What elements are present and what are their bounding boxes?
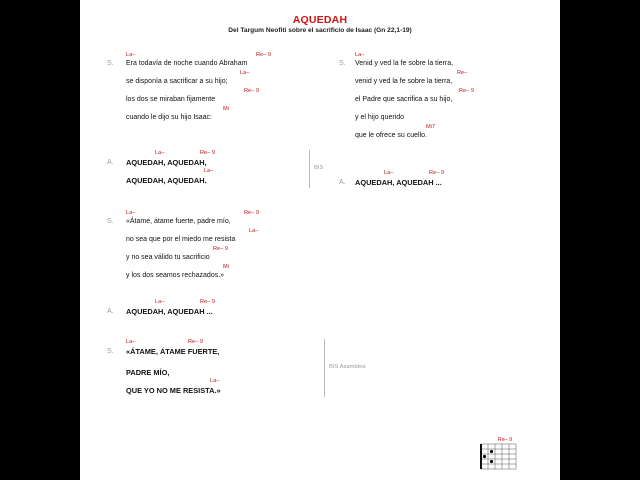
chord-label: Mi7 <box>426 124 436 130</box>
chord-label: La– <box>155 299 165 305</box>
soloist-marker: S. <box>107 60 114 67</box>
lyric-text: PADRE MÍO, <box>126 368 170 377</box>
chord-label: Re– 9 <box>429 170 444 176</box>
lyric-text: que le ofrece su cuello. <box>355 132 427 139</box>
lyric-line <box>355 70 555 88</box>
soloist-marker: S. <box>339 60 346 67</box>
chord-label: Re– 9 <box>244 88 259 94</box>
chord-label: La– <box>126 339 136 345</box>
chord-label: La– <box>126 52 136 58</box>
chord-label: Re– <box>457 70 468 76</box>
lyric-text: el Padre que sacrifica a su hijo, <box>355 96 453 103</box>
lyric-text: no sea que por el miedo me resista <box>126 236 236 243</box>
lyric-text: «ÁTAME, ÁTAME FUERTE, <box>126 347 220 356</box>
lyric-line <box>355 106 555 124</box>
soloist-marker: S. <box>107 218 114 225</box>
lyric-text: AQUEDAH, AQUEDAH. <box>126 176 207 185</box>
chord-label: La– <box>240 70 250 76</box>
lyric-line <box>126 228 326 246</box>
lyric-text: AQUEDAH, AQUEDAH ... <box>126 307 213 316</box>
chord-label: La– <box>204 168 214 174</box>
fretboard-grid <box>481 444 516 469</box>
song-title: AQUEDAH <box>292 14 348 26</box>
lyric-line <box>126 264 326 282</box>
lyric-text: los dos se miraban fijamente <box>126 96 216 103</box>
chord-label: Mi <box>223 106 229 112</box>
lyric-line <box>355 52 555 70</box>
lyric-line <box>126 70 326 88</box>
lyric-line <box>126 299 326 317</box>
chord-label: Re– 9 <box>459 88 474 94</box>
finger-dot <box>483 455 486 458</box>
chord-label: La– <box>126 210 136 216</box>
lyric-text: y no sea válido tu sacrificio <box>126 254 210 261</box>
chord-label: La– <box>249 228 259 234</box>
bis-label: BIS <box>314 165 324 171</box>
bis-bracket <box>324 339 325 397</box>
lyric-line <box>126 150 326 168</box>
song-subtitle: Del Targum Neofiti sobre el sacrificio de Isaac (Gn 22,1-19) <box>228 27 412 34</box>
bis-bracket <box>309 150 310 188</box>
lyric-line <box>126 106 326 124</box>
chord-label: Re– 9 <box>188 339 203 345</box>
chord-label: Re– 9 <box>244 210 259 216</box>
lyric-text: se disponía a sacrificar a su hijo; <box>126 78 228 85</box>
chord-label: Re– 9 <box>200 150 215 156</box>
lyric-text: cuando le dijo su hijo Isaac: <box>126 114 212 121</box>
chord-label: Mi <box>223 264 229 270</box>
lyric-line <box>126 210 326 228</box>
lyric-text: Venid y ved la fe sobre la tierra, <box>355 60 454 67</box>
finger-dot <box>490 450 493 453</box>
lyric-line <box>126 378 326 396</box>
finger-dot <box>490 460 493 463</box>
lyric-text: venid y ved la fe sobre la tierra, <box>355 78 453 85</box>
chord-diagram-label: Re– 9 <box>497 437 513 443</box>
lyric-text: QUE YO NO ME RESISTA.» <box>126 386 221 395</box>
lyric-line <box>355 170 555 188</box>
assembly-marker: A. <box>107 308 114 315</box>
lyric-line <box>355 88 555 106</box>
chord-label: Re– 9 <box>200 299 215 305</box>
bis-asamblea-label: BIS Asamblea <box>329 364 366 370</box>
lyric-line <box>126 88 326 106</box>
assembly-marker: A. <box>107 159 114 166</box>
lyric-line <box>126 168 326 186</box>
lyric-text: «Átame, átame fuerte, padre mío, <box>126 218 231 225</box>
chord-label: Re– 9 <box>256 52 271 58</box>
lyric-text: y los dos seamos rechazados.» <box>126 272 225 279</box>
lyric-line <box>126 339 326 360</box>
lyric-text: Era todavía de noche cuando Abraham <box>126 60 248 67</box>
lyric-text: y el hijo querido <box>355 114 405 121</box>
lyric-line <box>126 246 326 264</box>
lyric-text: AQUEDAH, AQUEDAH, <box>126 158 207 167</box>
lyric-line <box>355 124 555 142</box>
chord-label: La– <box>384 170 394 176</box>
chord-label: La– <box>355 52 365 58</box>
chord-label: Re– 9 <box>213 246 228 252</box>
assembly-marker: A. <box>339 179 346 186</box>
chord-label: La– <box>155 150 165 156</box>
song-sheet-page <box>80 0 560 480</box>
chord-diagram-re-9 <box>475 436 521 470</box>
soloist-marker: S. <box>107 348 114 355</box>
lyric-line <box>126 52 326 70</box>
chord-label: La– <box>210 378 220 384</box>
lyric-line <box>126 360 326 378</box>
nut-bar <box>480 444 482 469</box>
lyric-text: AQUEDAH, AQUEDAH ... <box>355 178 442 187</box>
